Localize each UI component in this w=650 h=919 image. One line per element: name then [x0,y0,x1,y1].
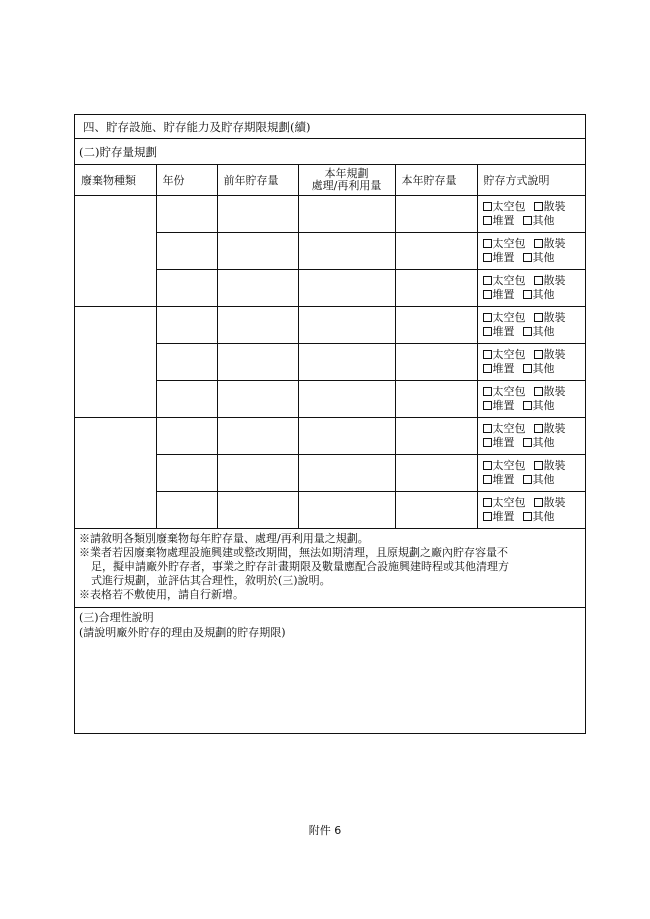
method-option-line [483,459,586,473]
opt2-label: 散裝 [543,311,566,324]
reason-section[interactable] [75,608,585,642]
storage-method-cell [477,196,585,233]
planned-treatment-cell[interactable] [298,307,395,344]
opt3-checkbox[interactable] [483,253,492,262]
prev-storage-cell[interactable] [217,455,298,492]
note-1: ※請敘明各類別廢棄物每年貯存量、處理/再利用量之規劃。 [79,532,369,545]
opt1-label: 太空包 [492,496,526,509]
method-option-line [483,311,586,325]
opt2-label: 散裝 [543,237,566,250]
opt3-label: 堆置 [492,325,515,338]
opt3-label: 堆置 [492,473,515,486]
opt3-label: 堆置 [492,436,515,449]
method-option-line [483,251,586,265]
method-option-line [483,496,586,510]
prev-storage-cell[interactable] [217,270,298,307]
opt4-label: 其他 [532,510,555,523]
opt2-label: 散裝 [543,496,566,509]
opt4-checkbox[interactable] [523,475,532,484]
opt1-label: 太空包 [492,274,526,287]
planned-treatment-cell[interactable] [298,418,395,455]
opt1-checkbox[interactable] [483,276,492,285]
header-plan-line2: 處理/再利用量 [311,179,382,192]
planned-treatment-cell[interactable] [298,381,395,418]
header-prev-storage: 前年貯存量 [217,165,298,196]
opt4-checkbox[interactable] [523,216,532,225]
opt4-label: 其他 [532,436,555,449]
opt3-label: 堆置 [492,251,515,264]
opt3-checkbox[interactable] [483,438,492,447]
waste-type-cell[interactable] [75,196,156,307]
storage-method-cell [477,270,585,307]
table-header-row [75,165,585,196]
opt4-checkbox[interactable] [523,327,532,336]
prev-storage-cell[interactable] [217,492,298,529]
reason-title: (三)合理性說明 [79,611,154,624]
this-storage-cell[interactable] [395,270,477,307]
year-cell[interactable] [156,307,217,344]
opt4-checkbox[interactable] [523,364,532,373]
prev-storage-cell[interactable] [217,381,298,418]
opt2-checkbox[interactable] [534,313,543,322]
opt1-label: 太空包 [492,422,526,435]
this-storage-cell[interactable] [395,492,477,529]
planned-treatment-cell[interactable] [298,455,395,492]
header-planned-treatment [298,165,395,196]
opt2-label: 散裝 [543,459,566,472]
opt3-label: 堆置 [492,510,515,523]
note-2-line-3: 式進行規劃，並評估其合理性，敘明於(三)說明。 [91,574,331,587]
this-storage-cell[interactable] [395,381,477,418]
opt1-checkbox[interactable] [483,202,492,211]
year-cell[interactable] [156,270,217,307]
opt1-checkbox[interactable] [483,461,492,470]
opt1-checkbox[interactable] [483,313,492,322]
storage-method-cell [477,418,585,455]
planned-treatment-cell[interactable] [298,344,395,381]
year-cell[interactable] [156,233,217,270]
method-option-line [483,237,586,251]
method-option-line [483,274,586,288]
storage-method-cell [477,344,585,381]
opt1-label: 太空包 [492,311,526,324]
opt4-label: 其他 [532,325,555,338]
method-option-line [483,473,586,487]
planned-treatment-cell[interactable] [298,233,395,270]
prev-storage-cell[interactable] [217,233,298,270]
header-waste-type: 廢棄物種類 [75,165,156,196]
method-option-line [483,436,586,450]
header-plan-line1: 本年規劃 [324,167,369,180]
opt2-checkbox[interactable] [534,276,543,285]
opt3-label: 堆置 [492,362,515,375]
opt1-checkbox[interactable] [483,498,492,507]
opt1-checkbox[interactable] [483,424,492,433]
storage-table [75,165,585,529]
opt1-checkbox[interactable] [483,350,492,359]
opt3-label: 堆置 [492,399,515,412]
opt3-checkbox[interactable] [483,216,492,225]
opt1-label: 太空包 [492,200,526,213]
method-option-line [483,200,586,214]
opt2-checkbox[interactable] [534,239,543,248]
opt3-label: 堆置 [492,214,515,227]
year-cell[interactable] [156,418,217,455]
storage-method-cell [477,307,585,344]
header-year: 年份 [156,165,217,196]
opt2-label: 散裝 [543,422,566,435]
method-option-line [483,510,586,524]
opt4-label: 其他 [532,473,555,486]
table-row [75,307,585,344]
year-cell[interactable] [156,455,217,492]
prev-storage-cell[interactable] [217,344,298,381]
planned-treatment-cell[interactable] [298,270,395,307]
opt1-label: 太空包 [492,459,526,472]
prev-storage-cell[interactable] [217,196,298,233]
storage-method-cell [477,233,585,270]
this-storage-cell[interactable] [395,307,477,344]
note-3: ※表格若不敷使用，請自行新增。 [79,588,244,601]
opt4-label: 其他 [532,251,555,264]
this-storage-cell[interactable] [395,455,477,492]
storage-method-cell [477,492,585,529]
page-footer: 附件 6 [308,824,342,837]
opt3-checkbox[interactable] [483,327,492,336]
opt4-checkbox[interactable] [523,438,532,447]
opt2-checkbox[interactable] [534,387,543,396]
opt1-label: 太空包 [492,385,526,398]
this-storage-cell[interactable] [395,418,477,455]
method-option-line [483,362,586,376]
method-option-line [483,348,586,362]
year-cell[interactable] [156,344,217,381]
opt3-checkbox[interactable] [483,401,492,410]
planned-treatment-cell[interactable] [298,492,395,529]
storage-method-cell [477,381,585,418]
opt2-label: 散裝 [543,348,566,361]
method-option-line [483,288,586,302]
subsection-title: (二)貯存量規劃 [75,139,585,165]
opt4-checkbox[interactable] [523,253,532,262]
waste-type-cell[interactable] [75,307,156,418]
opt4-label: 其他 [532,399,555,412]
storage-method-cell [477,455,585,492]
year-cell[interactable] [156,492,217,529]
opt4-checkbox[interactable] [523,512,532,521]
opt3-checkbox[interactable] [483,290,492,299]
opt3-checkbox[interactable] [483,364,492,373]
this-storage-cell[interactable] [395,233,477,270]
storage-plan-form [74,114,586,734]
this-storage-cell[interactable] [395,196,477,233]
method-option-line [483,214,586,228]
opt2-label: 散裝 [543,200,566,213]
opt3-checkbox[interactable] [483,475,492,484]
opt1-label: 太空包 [492,348,526,361]
section-title: 四、貯存設施、貯存能力及貯存期限規劃(續) [75,115,585,139]
table-row [75,418,585,455]
year-cell[interactable] [156,196,217,233]
opt1-checkbox[interactable] [483,387,492,396]
waste-type-cell[interactable] [75,418,156,529]
method-option-line [483,399,586,413]
opt4-label: 其他 [532,362,555,375]
method-option-line [483,422,586,436]
table-row [75,196,585,233]
opt2-checkbox[interactable] [534,424,543,433]
reason-hint: (請說明廠外貯存的理由及規劃的貯存期限) [79,626,286,639]
this-storage-cell[interactable] [395,344,477,381]
opt4-checkbox[interactable] [523,290,532,299]
opt1-checkbox[interactable] [483,239,492,248]
opt3-checkbox[interactable] [483,512,492,521]
opt2-label: 散裝 [543,274,566,287]
method-option-line [483,385,586,399]
opt2-checkbox[interactable] [534,202,543,211]
opt1-label: 太空包 [492,237,526,250]
notes-block [75,530,585,608]
prev-storage-cell[interactable] [217,418,298,455]
note-2-line-1: ※業者若因廢棄物處理設施興建或整改期間，無法如期清理，且原規劃之廠內貯存容量不 [79,546,508,559]
note-2-line-2: 足，擬申請廠外貯存者，事業之貯存計畫期限及數量應配合設施興建時程或其他清理方 [91,560,509,573]
prev-storage-cell[interactable] [217,307,298,344]
opt4-label: 其他 [532,214,555,227]
opt4-label: 其他 [532,288,555,301]
opt2-label: 散裝 [543,385,566,398]
header-storage-method: 貯存方式說明 [477,165,585,196]
opt3-label: 堆置 [492,288,515,301]
year-cell[interactable] [156,381,217,418]
planned-treatment-cell[interactable] [298,196,395,233]
header-this-storage: 本年貯存量 [395,165,477,196]
opt2-checkbox[interactable] [534,498,543,507]
opt4-checkbox[interactable] [523,401,532,410]
opt2-checkbox[interactable] [534,461,543,470]
opt2-checkbox[interactable] [534,350,543,359]
method-option-line [483,325,586,339]
